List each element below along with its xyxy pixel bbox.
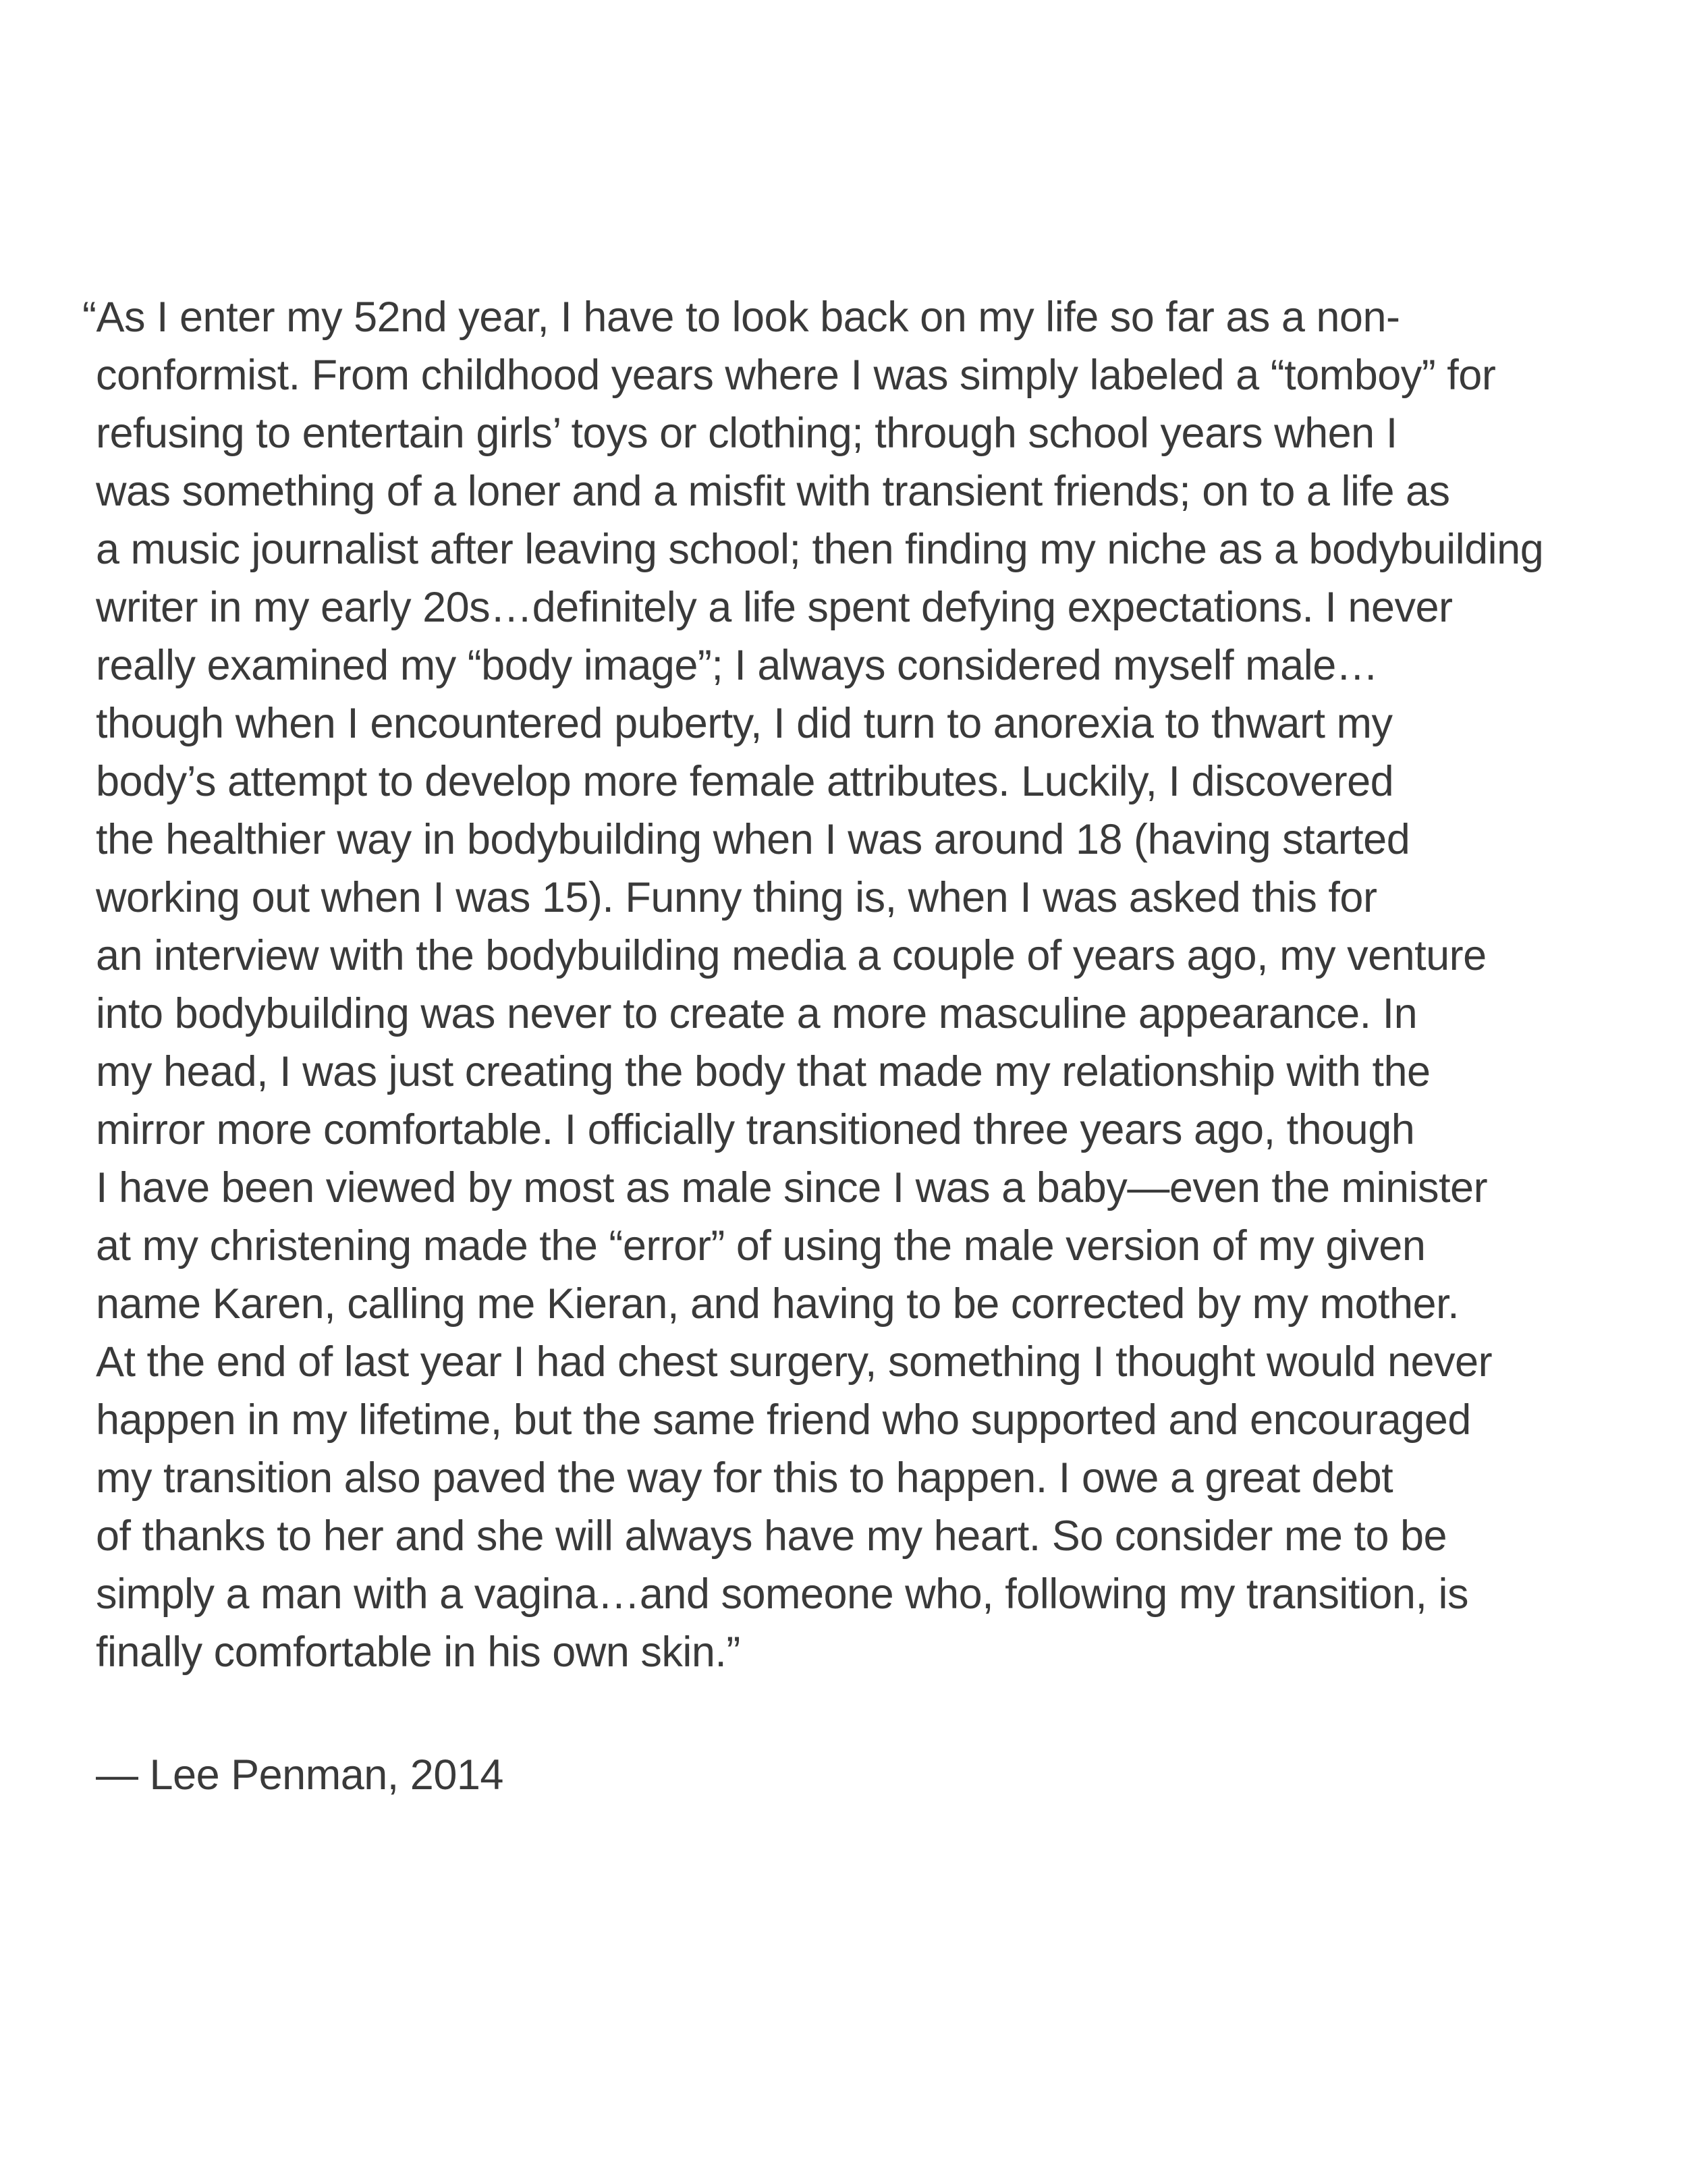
quote-line: “As I enter my 52nd year, I have to look back on my life so far as a non- (82, 294, 1400, 341)
quote-line: refusing to entertain girls’ toys or clothing; through school years when I (96, 410, 1398, 457)
quote-line: mirror more comfortable. I officially transitioned three years ago, though (96, 1106, 1415, 1153)
quote-line: writer in my early 20s…definitely a life spent defying expectations. I never (96, 584, 1453, 631)
quote-line: I have been viewed by most as male since I was a baby—even the minister (96, 1164, 1488, 1211)
quote-line: conformist. From childhood years where I was simply labeled a “tomboy” for (96, 352, 1496, 399)
quote-line: name Karen, calling me Kieran, and having to be corrected by my mother. (96, 1280, 1460, 1328)
quote-line: an interview with the bodybuilding media a couple of years ago, my venture (96, 932, 1487, 979)
attribution: — Lee Penman, 2014 (96, 1751, 503, 1799)
quote-line: a music journalist after leaving school; then finding my niche as a bodybuilding (96, 526, 1544, 573)
quote-block (82, 288, 1648, 1681)
quote-line: simply a man with a vagina…and someone who, following my transition, is (96, 1571, 1468, 1618)
quote-line: At the end of last year I had chest surgery, something I thought would never (96, 1338, 1493, 1386)
quote-line: happen in my lifetime, but the same friend who supported and encouraged (96, 1396, 1471, 1444)
quote-line: body’s attempt to develop more female attributes. Luckily, I discovered (96, 758, 1394, 805)
quote-line: really examined my “body image”; I always considered myself male… (96, 642, 1379, 689)
quote-line: my transition also paved the way for this to happen. I owe a great debt (96, 1454, 1393, 1502)
quote-line: the healthier way in bodybuilding when I was around 18 (having started (96, 816, 1410, 863)
quote-line: into bodybuilding was never to create a more masculine appearance. In (96, 990, 1418, 1037)
quote-line: of thanks to her and she will always have my heart. So consider me to be (96, 1512, 1447, 1560)
quote-line: finally comfortable in his own skin.” (96, 1629, 740, 1676)
quote-line: was something of a loner and a misfit with transient friends; on to a life as (96, 468, 1450, 515)
quote-line: at my christening made the “error” of using the male version of my given (96, 1222, 1426, 1270)
quote-line: though when I encountered puberty, I did turn to anorexia to thwart my (96, 700, 1393, 747)
quote-line: working out when I was 15). Funny thing is, when I was asked this for (96, 874, 1377, 921)
quote-line: my head, I was just creating the body that made my relationship with the (96, 1048, 1431, 1095)
